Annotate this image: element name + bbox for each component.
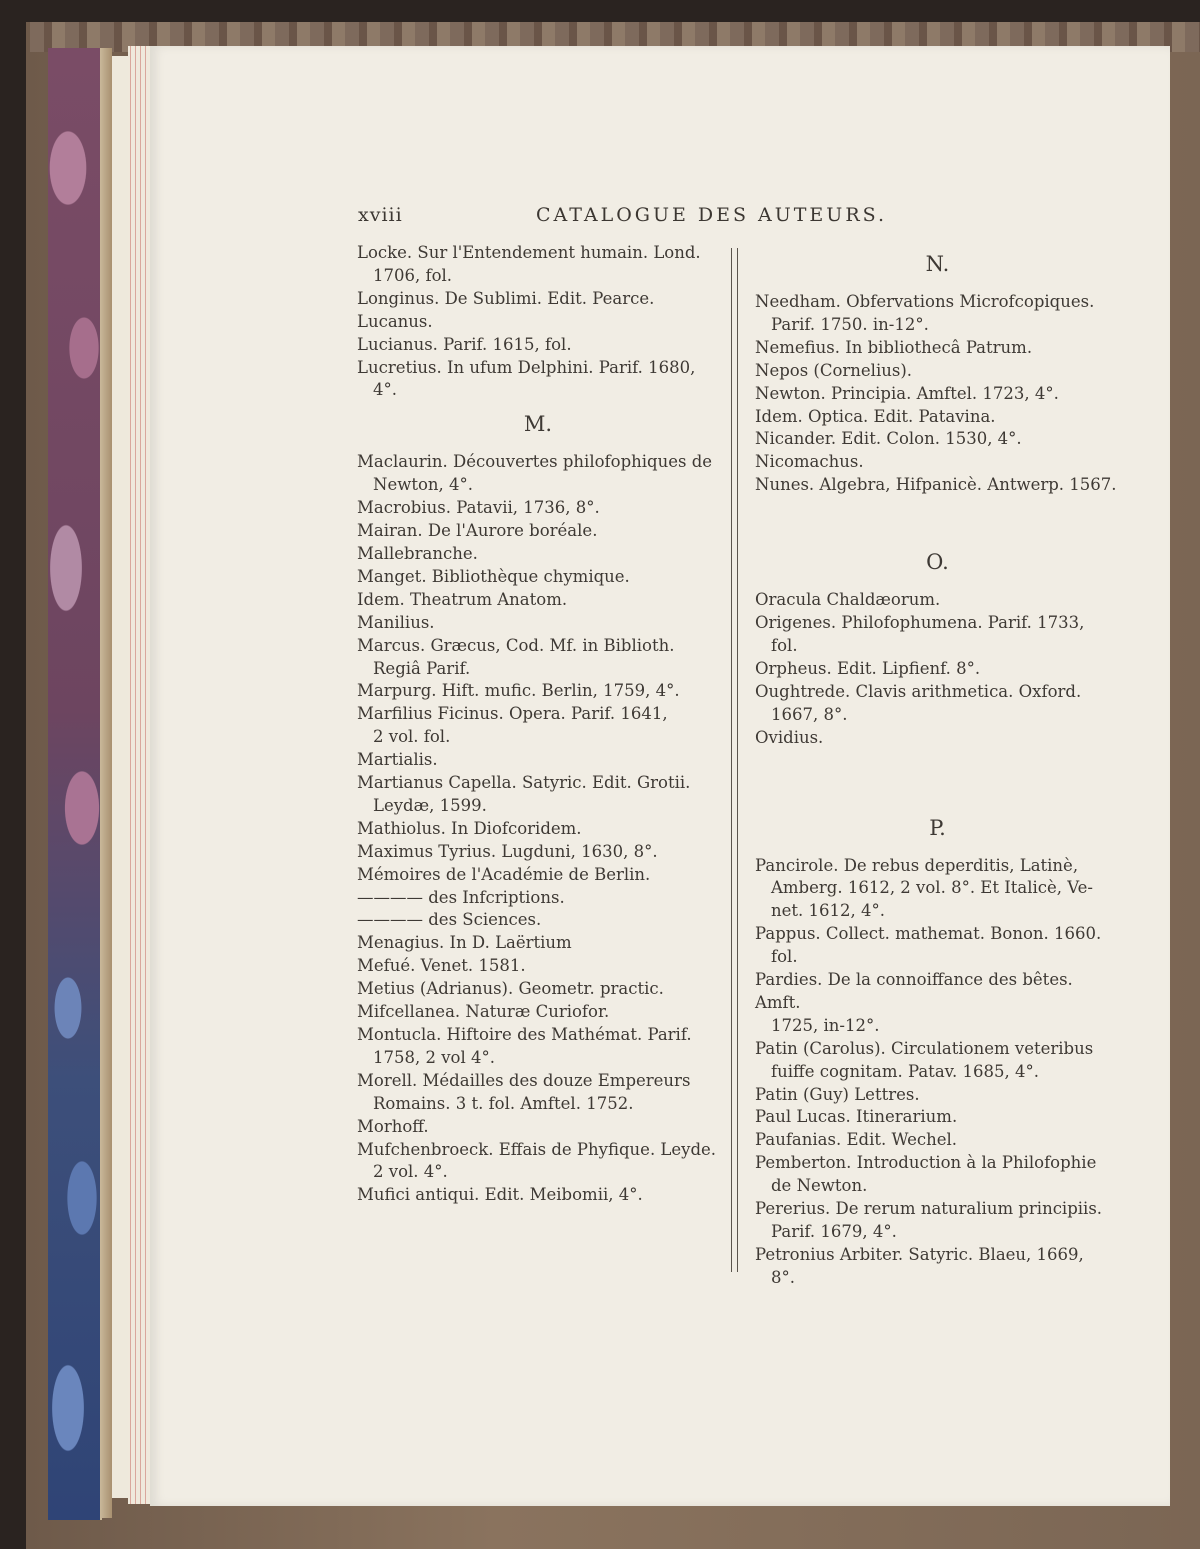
- author-entry: Metius (Adrianus). Geometr. practic.: [357, 979, 664, 999]
- author-entry: Paufanias. Edit. Wechel.: [755, 1130, 958, 1150]
- author-entry: Mefué. Venet. 1581.: [357, 956, 526, 976]
- section-spacer: [755, 750, 1120, 806]
- column-divider: [731, 248, 738, 1272]
- author-entry: Pancirole. De rebus deperditis, Latinè,: [755, 855, 1079, 875]
- author-entry: Nicomachus.: [755, 452, 864, 472]
- left-column: [357, 242, 719, 1207]
- entry-continuation: 1706, fol.: [373, 265, 453, 285]
- author-entry: Nemefius. In bibliothecâ Patrum.: [755, 337, 1033, 357]
- author-entry: Menagius. In D. Laërtium: [357, 933, 572, 953]
- section-letter: N.: [925, 252, 950, 276]
- author-entry: Marfilius Ficinus. Opera. Parif. 1641,: [357, 704, 668, 724]
- entry-continuation: 8°.: [771, 1267, 795, 1287]
- entry-continuation: de Newton.: [771, 1176, 868, 1196]
- author-entry: Longinus. De Sublimi. Edit. Pearce.: [357, 288, 655, 308]
- entry-continuation: Parif. 1750. in-12°.: [771, 314, 929, 334]
- author-entry: Mufchenbroeck. Effais de Phyfique. Leyde.: [357, 1139, 717, 1159]
- author-entry: Oracula Chaldæorum.: [755, 590, 941, 610]
- author-entry: Pappus. Collect. mathemat. Bonon. 1660.: [755, 924, 1102, 944]
- entry-continuation: 1667, 8°.: [771, 704, 848, 724]
- author-entry: Ovidius.: [755, 727, 824, 747]
- entry-continuation: net. 1612, 4°.: [771, 901, 885, 921]
- author-entry: Maximus Tyrius. Lugduni, 1630, 8°.: [357, 841, 658, 861]
- author-entry: Morhoff.: [357, 1116, 429, 1136]
- page-title: CATALOGUE DES AUTEURS.: [536, 204, 887, 226]
- author-entry: Maclaurin. Découvertes philofophiques de: [357, 452, 713, 472]
- author-entry: Mathiolus. In Diofcoridem.: [357, 818, 582, 838]
- author-entry: ———— des Sciences.: [357, 910, 542, 930]
- entry-continuation: 1725, in-12°.: [771, 1015, 880, 1035]
- spine-edge: [100, 48, 112, 1518]
- author-entry: Nunes. Algebra, Hifpanicè. Antwerp. 1567.: [755, 475, 1117, 495]
- author-entry: Lucianus. Parif. 1615, fol.: [357, 334, 572, 354]
- author-entry: Pardies. De la connoiffance des bêtes. Amft.: [755, 970, 1073, 1012]
- author-entry: Mufici antiqui. Edit. Meibomii, 4°.: [357, 1185, 643, 1205]
- entry-continuation: 4°.: [373, 380, 397, 400]
- page-number: xviii: [358, 204, 403, 226]
- running-header: [358, 204, 928, 234]
- author-entry: Idem. Theatrum Anatom.: [357, 589, 568, 609]
- entry-continuation: Parif. 1679, 4°.: [771, 1222, 897, 1241]
- entry-continuation: fuiffe cognitam. Patav. 1685, 4°.: [771, 1061, 1039, 1081]
- marbled-endpaper: [48, 48, 102, 1520]
- entry-continuation: fol.: [771, 635, 798, 655]
- author-entry: Nicander. Edit. Colon. 1530, 4°.: [755, 429, 1022, 449]
- author-entry: Martianus Capella. Satyric. Edit. Grotii.: [357, 773, 691, 793]
- author-entry: Martialis.: [357, 750, 438, 770]
- entry-continuation: Newton, 4°.: [373, 475, 473, 495]
- page-edges: [128, 46, 152, 1504]
- author-entry: Needham. Obfervations Microfcopiques.: [755, 292, 1095, 311]
- author-entry: Lucanus.: [357, 311, 433, 331]
- author-entry: Mifcellanea. Naturæ Curiofor.: [357, 1002, 610, 1022]
- entry-continuation: Leydæ, 1599.: [373, 795, 487, 815]
- author-entry: Pemberton. Introduction à la Philofophie: [755, 1153, 1097, 1173]
- author-entry: Locke. Sur l'Entendement humain. Lond.: [357, 243, 701, 262]
- entry-continuation: fol.: [771, 947, 798, 967]
- author-entry: Nepos (Cornelius).: [755, 360, 913, 380]
- author-entry: Petronius Arbiter. Satyric. Blaeu, 1669,: [755, 1244, 1084, 1264]
- author-entry: Mallebranche.: [357, 543, 478, 563]
- entry-continuation: 1758, 2 vol 4°.: [373, 1047, 495, 1067]
- author-entry: Patin (Guy) Lettres.: [755, 1084, 920, 1104]
- author-entry: Mairan. De l'Aurore boréale.: [357, 521, 598, 541]
- entry-continuation: Regiâ Parif.: [373, 658, 471, 678]
- author-entry: Manget. Bibliothèque chymique.: [357, 566, 630, 586]
- author-entry: Montucla. Hiftoire des Mathémat. Parif.: [357, 1025, 692, 1044]
- entry-continuation: Romains. 3 t. fol. Amftel. 1752.: [373, 1093, 634, 1113]
- author-entry: Marcus. Græcus, Cod. Mf. in Biblioth.: [357, 635, 675, 655]
- right-column: [755, 242, 1120, 1290]
- author-entry: Origenes. Philofophumena. Parif. 1733,: [755, 613, 1085, 633]
- section-letter: P.: [929, 815, 946, 840]
- entry-continuation: 2 vol. fol.: [373, 727, 451, 747]
- author-entry: Oughtrede. Clavis arithmetica. Oxford.: [755, 681, 1082, 701]
- section-spacer: [755, 497, 1120, 540]
- author-entry: Mémoires de l'Académie de Berlin.: [357, 864, 651, 884]
- author-entry: Lucretius. In ufum Delphini. Parif. 1680,: [357, 357, 696, 377]
- author-entry: Marpurg. Hift. mufic. Berlin, 1759, 4°.: [357, 681, 680, 701]
- author-entry: Orpheus. Edit. Lipfienf. 8°.: [755, 658, 981, 678]
- author-entry: Patin (Carolus). Circulationem veteribus: [755, 1038, 1094, 1058]
- author-entry: Paul Lucas. Itinerarium.: [755, 1107, 958, 1127]
- entry-continuation: Amberg. 1612, 2 vol. 8°. Et Italicè, Ve-: [771, 878, 1094, 898]
- section-letter: M.: [523, 412, 553, 437]
- author-entry: Manilius.: [357, 612, 435, 632]
- author-entry: Morell. Médailles des douze Empereurs: [357, 1070, 691, 1090]
- entry-continuation: 2 vol. 4°.: [373, 1162, 448, 1182]
- author-entry: Macrobius. Patavii, 1736, 8°.: [357, 498, 600, 518]
- author-entry: ———— des Infcriptions.: [357, 887, 565, 907]
- author-entry: Idem. Optica. Edit. Patavina.: [755, 406, 996, 426]
- section-letter: O.: [926, 550, 949, 575]
- author-entry: Pererius. De rerum naturalium principiis.: [755, 1199, 1103, 1219]
- author-entry: Newton. Principia. Amftel. 1723, 4°.: [755, 383, 1059, 403]
